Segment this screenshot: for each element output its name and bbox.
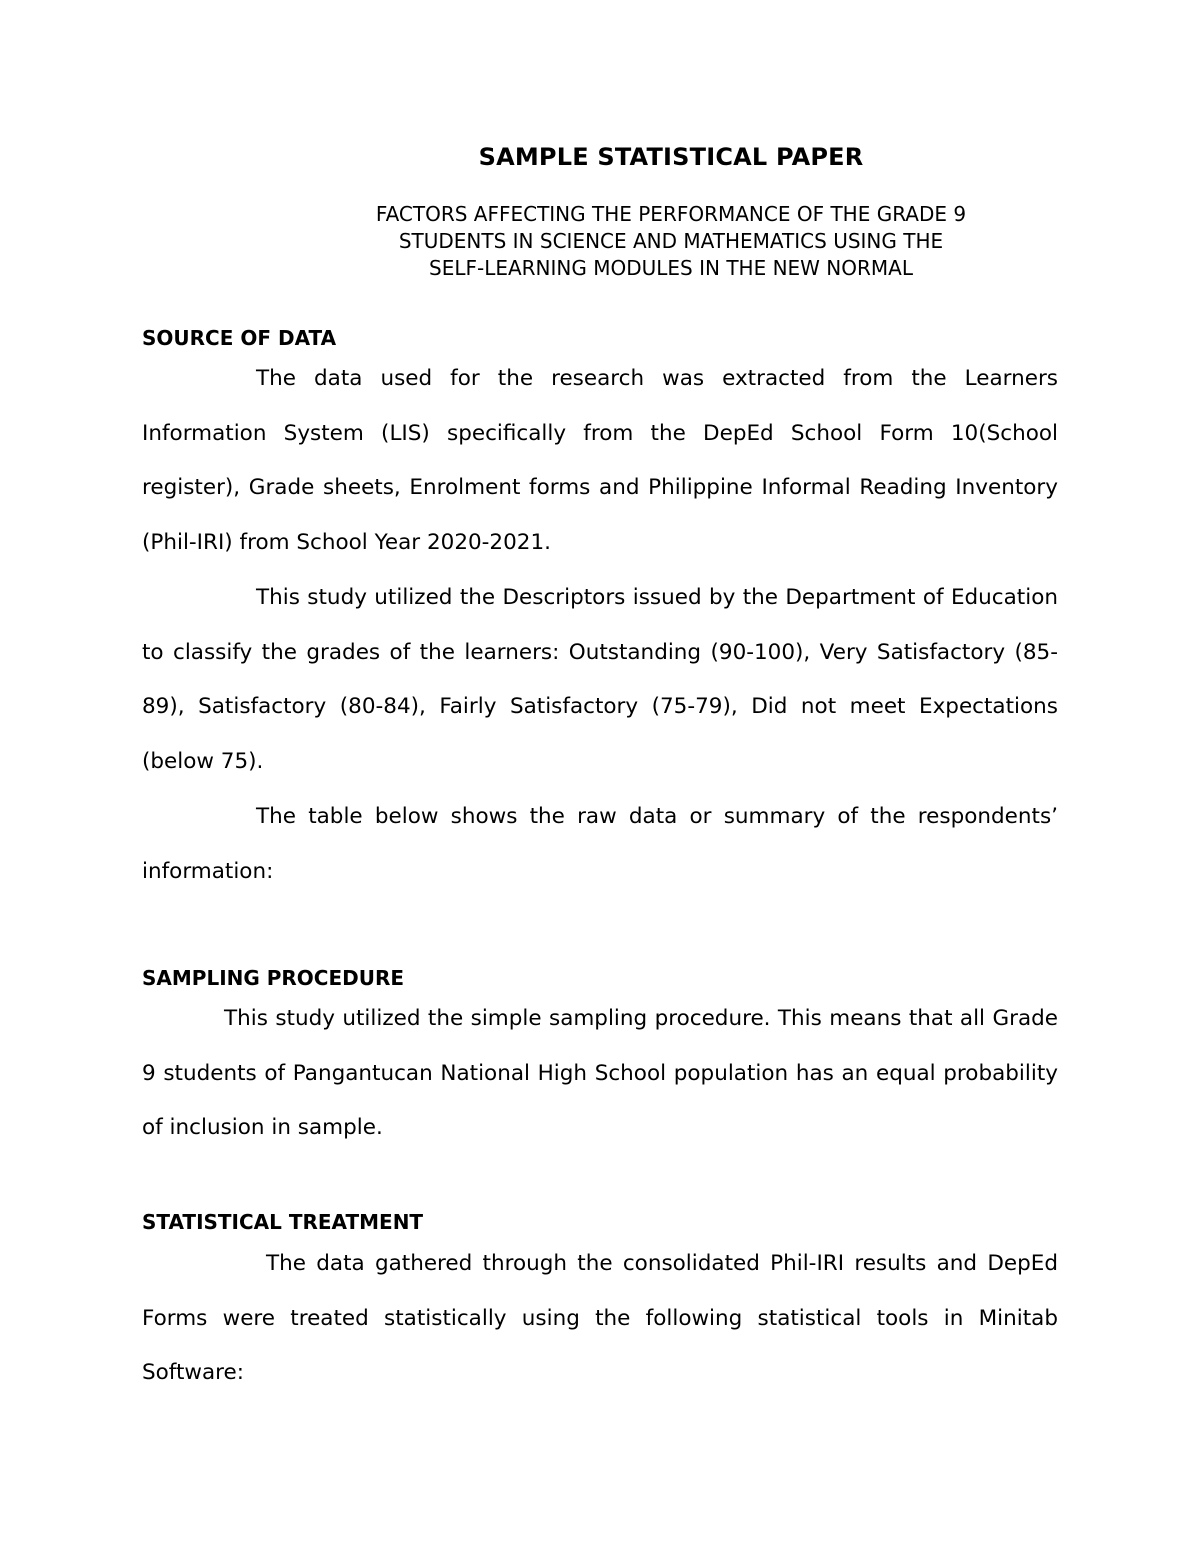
- subtitle-line: STUDENTS IN SCIENCE AND MATHEMATICS USING THE: [398, 229, 944, 253]
- statistical-treatment-heading: STATISTICAL TREATMENT: [142, 1210, 424, 1234]
- document-subtitle: [142, 201, 1200, 282]
- source-of-data-paragraph-1: The data used for the research was extracted from the Learners Information System (LIS) specifically from the DepEd School Form 10(School register), Grade sheets, Enrolment forms and Philippine Informal Reading Inventory (Phil-IRI) from School Year 2020-2021.: [142, 366, 1058, 556]
- source-of-data-paragraph-2: This study utilized the Descriptors issued by the Department of Education to classify the grades of the learners: Outstanding (90-100), Very Satisfactory (85-89), Satisfactory (80-84), Fairly Satisfactory (75-79), Did not meet Expectations (below 75).: [142, 585, 1058, 775]
- sampling-procedure-heading: SAMPLING PROCEDURE: [142, 966, 405, 990]
- source-of-data-heading: SOURCE OF DATA: [142, 326, 337, 350]
- statistical-treatment-paragraph: The data gathered through the consolidated Phil-IRI results and DepEd Forms were treated statistically using the following statistical tools in Minitab Software:: [142, 1251, 1058, 1386]
- subtitle-line: SELF-LEARNING MODULES IN THE NEW NORMAL: [429, 256, 913, 280]
- document-title: SAMPLE STATISTICAL PAPER: [478, 143, 864, 171]
- sampling-procedure-paragraph: This study utilized the simple sampling procedure. This means that all Grade 9 students of Pangantucan National High School population has an equal probability of inclusion in sample.: [142, 1006, 1058, 1141]
- source-of-data-paragraph-3: The table below shows the raw data or summary of the respondents’ information:: [142, 804, 1058, 884]
- subtitle-line: FACTORS AFFECTING THE PERFORMANCE OF THE GRADE 9: [375, 202, 967, 226]
